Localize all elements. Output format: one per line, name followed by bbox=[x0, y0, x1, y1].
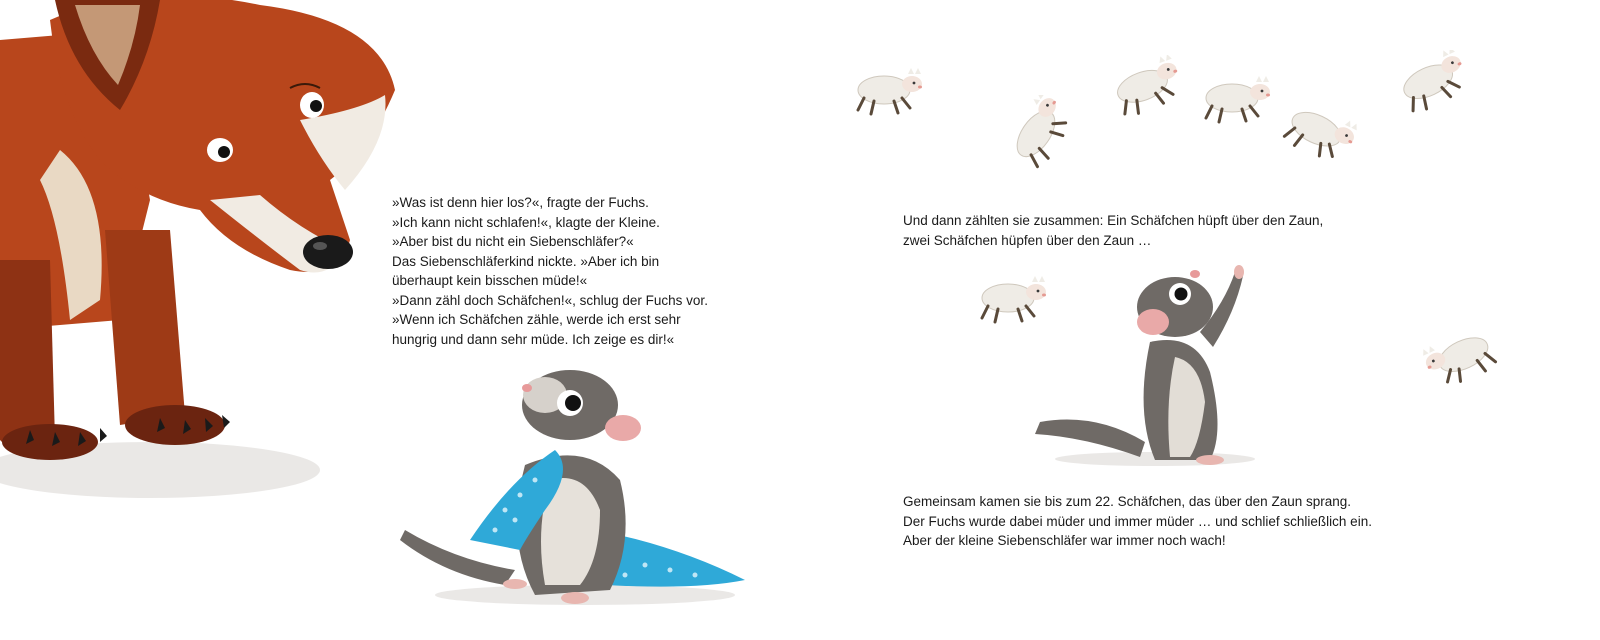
text-line: hungrig und dann sehr müde. Ich zeige es dir!« bbox=[392, 331, 675, 347]
right-page-bottom-text bbox=[903, 492, 1372, 551]
sheep-illustration bbox=[842, 60, 932, 120]
text-line: zwei Schäfchen hüpfen über den Zaun … bbox=[903, 232, 1152, 248]
fox-illustration bbox=[0, 0, 420, 520]
sheep-illustration bbox=[1190, 68, 1280, 128]
text-line: Das Siebenschläferkind nickte. »Aber ich bin bbox=[392, 253, 660, 269]
sheep-illustration bbox=[1420, 325, 1510, 405]
dormouse-reaching-illustration bbox=[1035, 262, 1255, 467]
right-page-top-text bbox=[903, 211, 1323, 250]
text-line: Gemeinsam kamen sie bis zum 22. Schäfchen, das über den Zaun sprang. bbox=[903, 494, 1351, 509]
text-line: Aber der kleine Siebenschläfer war immer noch wach! bbox=[903, 533, 1226, 548]
text-line: überhaupt kein bisschen müde!« bbox=[392, 273, 588, 288]
text-line: Und dann zählten sie zusammen: Ein Schäfchen hüpft über den Zaun, bbox=[903, 213, 1324, 228]
sheep-illustration bbox=[1388, 50, 1478, 125]
text-line: »Aber bist du nicht ein Siebenschläfer?« bbox=[392, 234, 634, 249]
text-line: »Dann zähl doch Schäfchen!«, schlug der Fuchs vor. bbox=[392, 292, 708, 308]
text-line: »Was ist denn hier los?«, fragte der Fuchs. bbox=[392, 195, 649, 210]
left-page-text bbox=[392, 193, 708, 349]
dormouse-with-blanket-illustration bbox=[395, 370, 755, 615]
right-page bbox=[800, 0, 1600, 640]
sheep-illustration bbox=[1272, 100, 1367, 175]
text-line: Der Fuchs wurde dabei müder und immer müder … und schlief schließlich ein. bbox=[903, 513, 1372, 529]
sheep-illustration bbox=[1005, 95, 1095, 190]
sheep-illustration bbox=[1102, 55, 1192, 130]
text-line: »Wenn ich Schäfchen zähle, werde ich erst sehr bbox=[392, 312, 681, 327]
text-line: »Ich kann nicht schlafen!«, klagte der Kleine. bbox=[392, 214, 660, 230]
